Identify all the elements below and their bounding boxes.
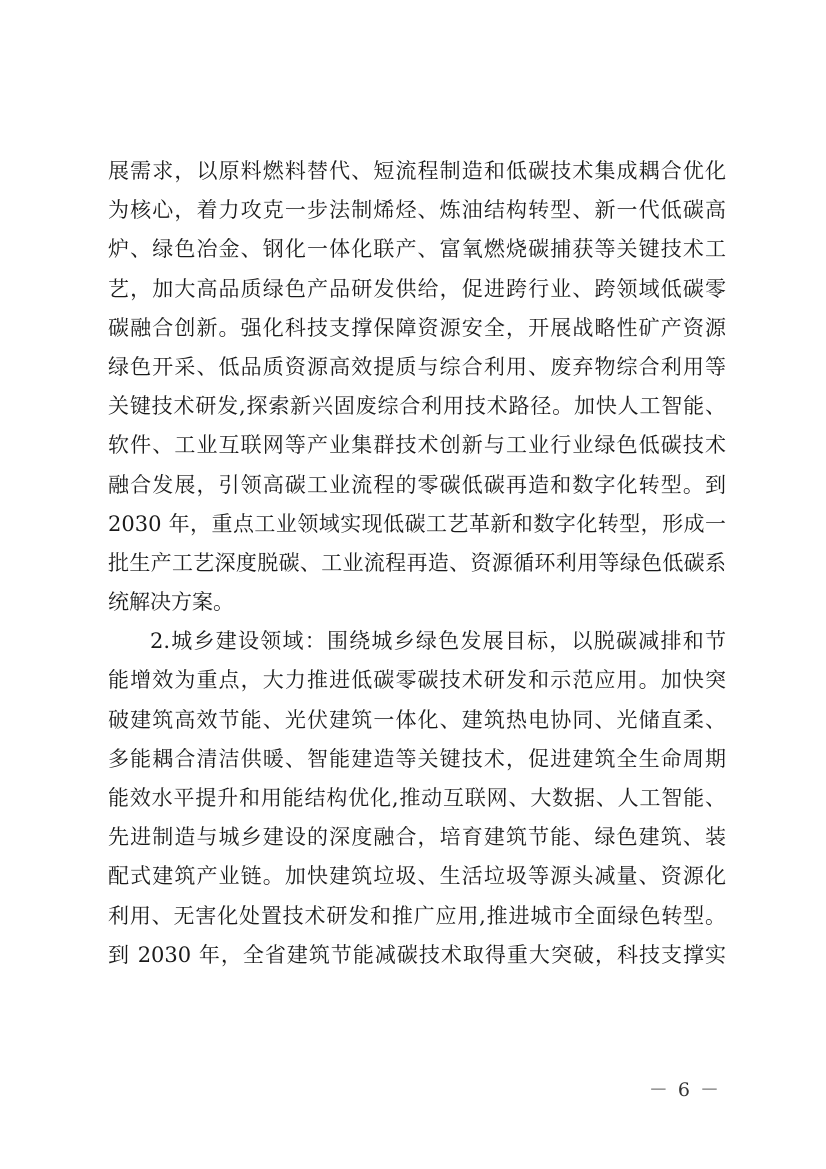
text-line: 先进制造与城乡建设的深度融合，培育建筑节能、绿色建筑、装 <box>108 825 726 850</box>
text-line: 到 2030 年，全省建筑节能减碳技术取得重大突破，科技支撑实 <box>108 942 726 967</box>
text-line: 统解决方案。 <box>108 590 234 615</box>
text-line: 艺，加大高品质绿色产品研发供给，促进跨行业、跨领域低碳零 <box>108 276 726 301</box>
text-line: 融合发展，引领高碳工业流程的零碳低碳再造和数字化转型。到 <box>108 472 726 497</box>
text-line: 展需求，以原料燃料替代、短流程制造和低碳技术集成耦合优化 <box>108 159 726 183</box>
text-line: 多能耦合清洁供暖、智能建造等关键技术，促进建筑全生命周期 <box>108 746 726 771</box>
text-line: 2030 年，重点工业领域实现低碳工艺革新和数字化转型，形成一 <box>108 511 726 536</box>
page-number: － 6 － <box>648 1079 721 1101</box>
section-heading-line: 2.城乡建设领域：围绕城乡绿色发展目标，以脱碳减排和节 <box>150 629 726 654</box>
text-line: 能效水平提升和用能结构优化,推动互联网、大数据、人工智能、 <box>108 786 726 810</box>
text-line: 利用、无害化处置技术研发和推广应用,推进城市全面绿色转型。 <box>108 903 726 928</box>
body-text <box>108 152 726 975</box>
text-line: 破建筑高效节能、光伏建筑一体化、建筑热电协同、光储直柔、 <box>108 707 726 732</box>
text-line: 碳融合创新。强化科技支撑保障资源安全，开展战略性矿产资源 <box>108 315 726 340</box>
text-line: 为核心，着力攻克一步法制烯烃、炼油结构转型、新一代低碳高 <box>108 198 726 223</box>
text-line: 配式建筑产业链。加快建筑垃圾、生活垃圾等源头减量、资源化 <box>108 864 726 889</box>
text-line: 关键技术研发,探索新兴固废综合利用技术路径。加快人工智能、 <box>108 394 726 419</box>
text-line: 炉、绿色冶金、钢化一体化联产、富氧燃烧碳捕获等关键技术工 <box>108 237 726 262</box>
text-line: 绿色开采、低品质资源高效提质与综合利用、废弃物综合利用等 <box>108 354 726 379</box>
text-line: 软件、工业互联网等产业集群技术创新与工业行业绿色低碳技术 <box>108 433 726 458</box>
text-line: 能增效为重点，大力推进低碳零碳技术研发和示范应用。加快突 <box>108 668 726 693</box>
text-line: 批生产工艺深度脱碳、工业流程再造、资源循环利用等绿色低碳系 <box>108 550 726 575</box>
